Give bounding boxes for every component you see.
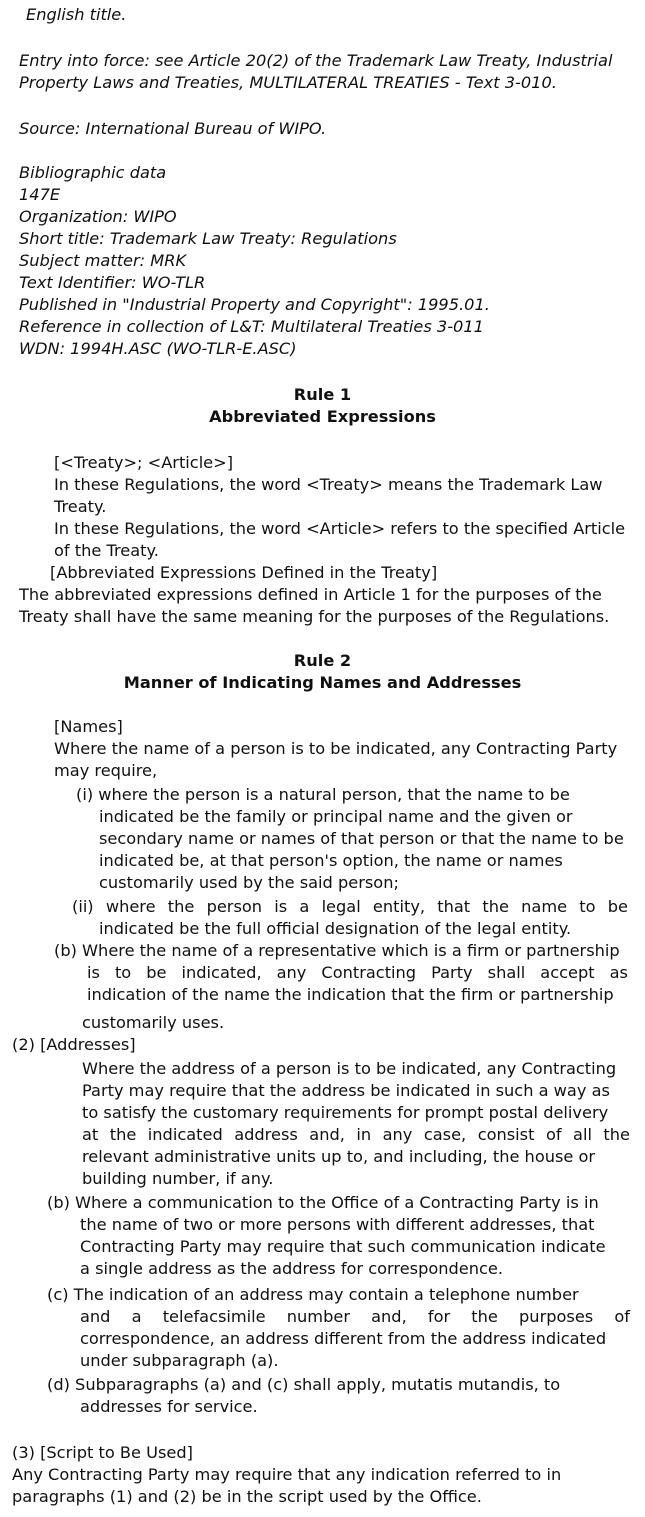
rule-1-line: In these Regulations, the word <Treaty> means the Trademark Law <box>54 475 603 494</box>
bibliographic-organization: Organization: WIPO <box>19 207 177 226</box>
rule-2-item-i: customarily used by the said person; <box>99 873 399 892</box>
rule-2-number: Rule 2 <box>293 651 352 670</box>
rule-2-item-b: is to be indicated, any Contracting Party shall accept as <box>87 963 628 982</box>
rule-2-addresses-a: Where the address of a person is to be indicated, any Contracting <box>82 1059 617 1078</box>
rule-2-addresses-a: Party may require that the address be indicated in such a way as <box>82 1081 610 1100</box>
rule-2-item-i: (i) where the person is a natural person, that the name to be <box>76 785 570 804</box>
bibliographic-code: 147E <box>19 185 61 204</box>
rule-2-item-b: indication of the name the indication that the firm or partnership <box>87 985 614 1004</box>
rule-2-item-ii: (ii) where the person is a legal entity, that the name to be <box>72 897 628 916</box>
bibliographic-published-in: Published in "Industrial Property and Copyright": 1995.01. <box>19 295 490 314</box>
rule-2-addresses-c: correspondence, an address different from the address indicated <box>80 1329 607 1348</box>
rule-1-title: Abbreviated Expressions <box>209 407 436 426</box>
rule-2-item-i: indicated be the family or principal name and the given or <box>99 807 573 826</box>
rule-2-addresses-a: relevant administrative units up to, and including, the house or <box>82 1147 596 1166</box>
rule-2-item-b: customarily uses. <box>82 1013 225 1032</box>
rule-2-addresses-c: under subparagraph (a). <box>80 1351 279 1370</box>
bibliographic-subject-matter: Subject matter: MRK <box>19 251 187 270</box>
rule-2-addresses-d: addresses for service. <box>80 1397 258 1416</box>
rule-1-line: In these Regulations, the word <Article> refers to the specified Article <box>54 519 626 538</box>
rule-2-addresses-c: (c) The indication of an address may contain a telephone number <box>47 1285 579 1304</box>
rule-2-title: Manner of Indicating Names and Addresses <box>123 673 522 692</box>
bibliographic-text-identifier: Text Identifier: WO-TLR <box>19 273 206 292</box>
rule-2-addresses-b: the name of two or more persons with different addresses, that <box>80 1215 595 1234</box>
rule-2-addresses-heading: (2) [Addresses] <box>12 1035 136 1054</box>
bibliographic-reference: Reference in collection of L&T: Multilateral Treaties 3-011 <box>19 317 484 336</box>
rule-2-addresses-b: Contracting Party may require that such communication indicate <box>80 1237 606 1256</box>
entry-into-force-line-1: Entry into force: see Article 20(2) of the Trademark Law Treaty, Industrial <box>19 51 613 70</box>
rule-2-addresses-d: (d) Subparagraphs (a) and (c) shall apply, mutatis mutandis, to <box>47 1375 561 1394</box>
rule-2-script-line: Any Contracting Party may require that any indication referred to in <box>12 1465 562 1484</box>
rule-2-addresses-a: at the indicated address and, in any case, consist of all the <box>82 1125 630 1144</box>
rule-1-heading-treaty-article: [<Treaty>; <Article>] <box>54 453 234 472</box>
rule-2-item-i: secondary name or names of that person or that the name to be <box>99 829 624 848</box>
rule-1-heading-abbreviated: [Abbreviated Expressions Defined in the Treaty] <box>50 563 438 582</box>
bibliographic-short-title: Short title: Trademark Law Treaty: Regulations <box>19 229 397 248</box>
rule-2-script-heading: (3) [Script to Be Used] <box>12 1443 193 1462</box>
rule-2-addresses-c: and a telefacsimile number and, for the purposes of <box>80 1307 630 1326</box>
rule-1-number: Rule 1 <box>293 385 352 404</box>
rule-2-script-line: paragraphs (1) and (2) be in the script used by the Office. <box>12 1487 482 1506</box>
rule-1-line: Treaty shall have the same meaning for the purposes of the Regulations. <box>19 607 610 626</box>
rule-2-addresses-b: (b) Where a communication to the Office of a Contracting Party is in <box>47 1193 599 1212</box>
rule-1-line: Treaty. <box>54 497 107 516</box>
rule-1-line: of the Treaty. <box>54 541 159 560</box>
bibliographic-wdn: WDN: 1994H.ASC (WO-TLR-E.ASC) <box>19 339 297 358</box>
rule-2-item-b: (b) Where the name of a representative which is a firm or partnership <box>54 941 620 960</box>
source-line: Source: International Bureau of WIPO. <box>19 119 327 138</box>
english-title: English title. <box>26 5 127 24</box>
rule-2-item-i: indicated be, at that person's option, the name or names <box>99 851 563 870</box>
rule-2-addresses-a: building number, if any. <box>82 1169 274 1188</box>
rule-2-names-intro: may require, <box>54 761 158 780</box>
rule-2-addresses-b: a single address as the address for correspondence. <box>80 1259 504 1278</box>
bibliographic-heading: Bibliographic data <box>19 163 167 182</box>
rule-1-line: The abbreviated expressions defined in Article 1 for the purposes of the <box>19 585 602 604</box>
rule-2-item-ii: indicated be the full official designation of the legal entity. <box>99 919 572 938</box>
rule-2-addresses-a: to satisfy the customary requirements for prompt postal delivery <box>82 1103 609 1122</box>
rule-2-names-heading: [Names] <box>54 717 123 736</box>
entry-into-force-line-2: Property Laws and Treaties, MULTILATERAL TREATIES - Text 3-010. <box>19 73 557 92</box>
rule-2-names-intro: Where the name of a person is to be indicated, any Contracting Party <box>54 739 618 758</box>
